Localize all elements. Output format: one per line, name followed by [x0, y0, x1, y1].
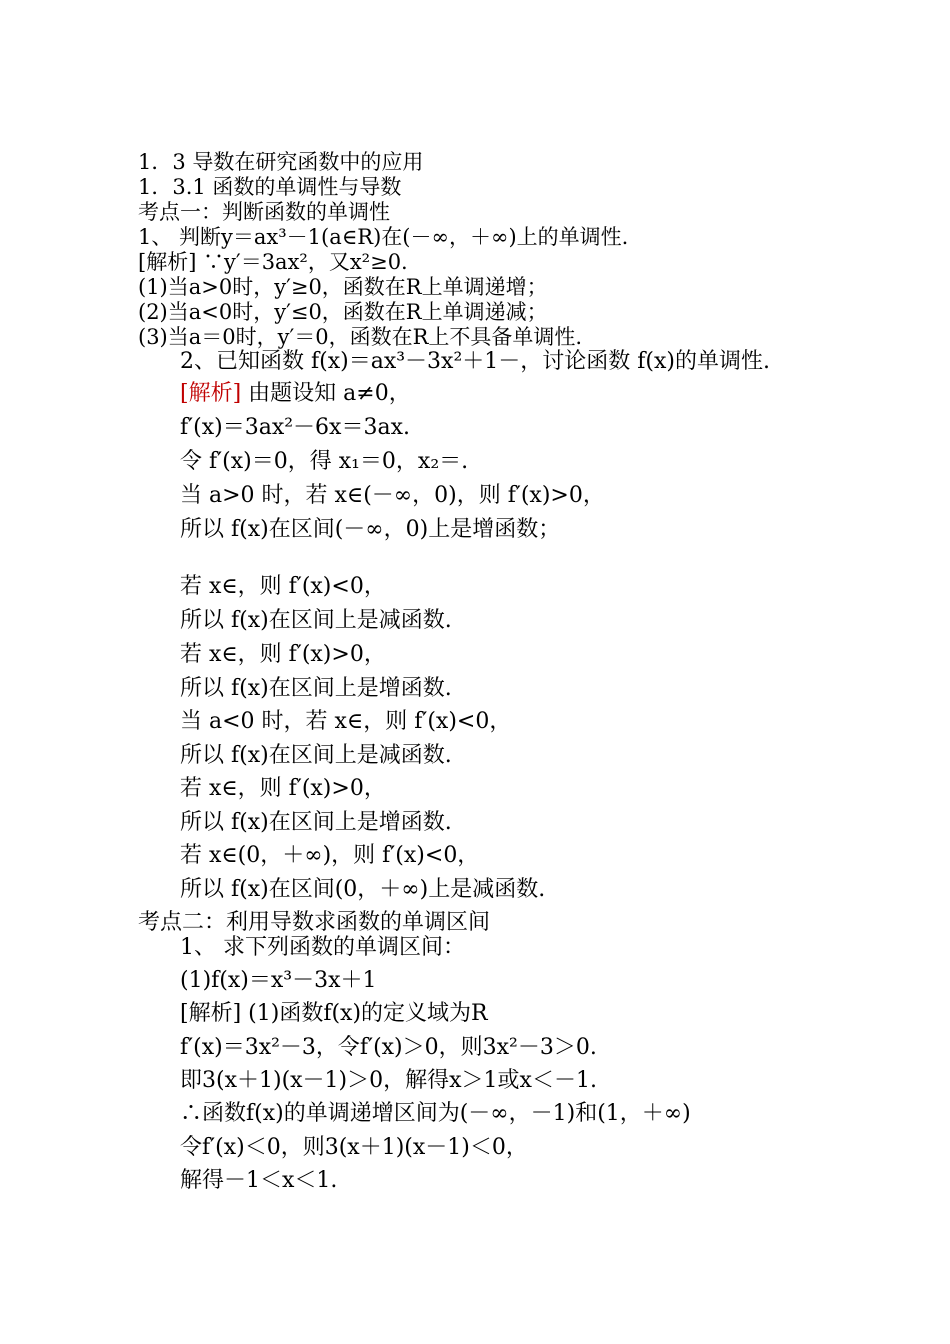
solution-line: 所以 f(x)在区间上是增函数.: [180, 810, 452, 835]
solution-line: (1)f(x)＝x³－3x＋1: [180, 968, 377, 993]
solution-line: 所以 f(x)在区间(－∞，0)上是增函数；: [180, 517, 561, 542]
solution-line: f′(x)＝3x²－3，令f′(x)＞0，则3x²－3＞0.: [180, 1035, 597, 1060]
solution-line: [解析] ∵y′＝3ax²，又x²≥0.: [138, 250, 408, 274]
solution-line: 令 f′(x)＝0，得 x₁＝0，x₂＝.: [180, 449, 469, 474]
solution-line: [解析] (1)函数f(x)的定义域为R: [180, 1001, 488, 1026]
section-title: 1．3 导数在研究函数中的应用: [138, 150, 424, 174]
analysis-label: [解析]: [180, 381, 242, 406]
solution-line: 若 x∈，则 f′(x)>0，: [180, 642, 386, 667]
topic-heading-1: 考点一：判断函数的单调性: [138, 200, 390, 224]
problem-1: 1、 判断y＝ax³－1(a∈R)在(－∞，＋∞)上的单调性.: [138, 225, 629, 249]
solution-line: ∴函数f(x)的单调递增区间为(－∞，－1)和(1，＋∞): [180, 1101, 691, 1126]
solution-line: 解得－1＜x＜1.: [180, 1168, 338, 1193]
solution-line: 若 x∈，则 f′(x)>0，: [180, 776, 386, 801]
solution-line: 当 a<0 时，若 x∈，则 f′(x)<0，: [180, 709, 512, 734]
solution-line: 即3(x＋1)(x－1)＞0，解得x＞1或x＜－1.: [180, 1068, 597, 1093]
solution-line: 所以 f(x)在区间上是增函数.: [180, 676, 452, 701]
solution-line: (3)当a＝0时，y′＝0，函数在R上不具备单调性.: [138, 325, 583, 349]
solution-line: 所以 f(x)在区间(0，＋∞)上是减函数.: [180, 877, 546, 902]
solution-line: [解析] 由题设知 a≠0，: [180, 381, 411, 406]
topic-heading-2: 考点二：利用导数求函数的单调区间: [138, 910, 491, 935]
solution-line: (1)当a>0时，y′≥0，函数在R上单调递增；: [138, 275, 548, 299]
solution-line: f′(x)＝3ax²－6x＝3ax.: [180, 415, 410, 440]
problem-3: 1、 求下列函数的单调区间：: [180, 935, 465, 960]
solution-line: 若 x∈(0，＋∞)，则 f′(x)<0，: [180, 843, 480, 868]
solution-line: 所以 f(x)在区间上是减函数.: [180, 608, 452, 633]
solution-line: 所以 f(x)在区间上是减函数.: [180, 743, 452, 768]
solution-line: 当 a>0 时，若 x∈(－∞，0)，则 f′(x)>0，: [180, 483, 605, 508]
problem-2: 2、已知函数 f(x)＝ax³－3x²＋1－，讨论函数 f(x)的单调性.: [180, 349, 770, 374]
solution-line: 令f′(x)＜0，则3(x＋1)(x－1)＜0，: [180, 1135, 528, 1160]
solution-line: 若 x∈，则 f′(x)<0，: [180, 574, 386, 599]
subsection-title: 1．3.1 函数的单调性与导数: [138, 175, 402, 199]
solution-line: (2)当a<0时，y′≤0，函数在R上单调递减；: [138, 300, 548, 324]
